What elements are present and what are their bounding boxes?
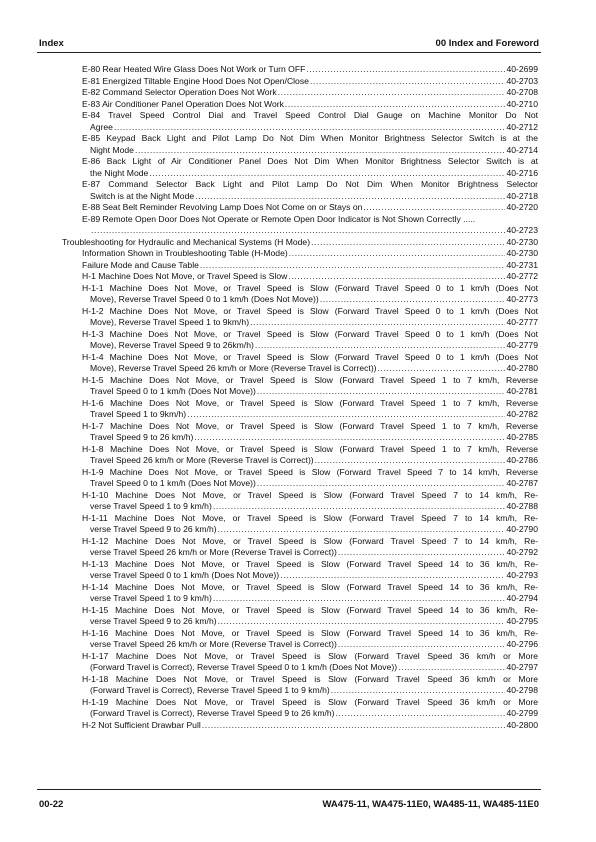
toc-entry-title: H-1 Machine Does Not Move, or Travel Speed is Slow [82,271,288,281]
toc-page-ref: 40-2716 [506,167,538,178]
toc-entry-title-cont: Move), Reverse Travel Speed 9 to 26km/h) [90,340,254,350]
toc-page-ref: 40-2792 [506,547,538,557]
toc-entry[interactable] [82,490,538,513]
dot-leader [218,524,506,536]
toc-entry[interactable] [82,605,538,628]
toc-page-ref: 40-2708 [506,87,538,97]
toc-entry[interactable] [82,156,538,179]
toc-entry[interactable] [82,421,538,444]
toc-entry-title: E-83 Air Conditioner Panel Operation Does Not Work [82,98,284,109]
toc-entry-title: H-1-16 Machine Does Not Move, or Travel Speed is Slow (Forward Travel Speed 14 to 36 km/h, Re- [82,627,538,638]
toc-entry-title-cont: verse Travel Speed 26 km/h or More (Reverse Travel is Correct)) [90,639,337,649]
toc-entry-title-cont: verse Travel Speed 1 to 9 km/h) [90,501,212,511]
toc-entry-title-cont: Travel Speed 0 to 1 km/h (Does Not Move)) [90,386,256,396]
toc-entry[interactable] [82,214,538,237]
dot-leader [149,168,505,180]
toc-page-ref: 40-2787 [506,478,538,488]
toc-entry-title: H-1-5 Machine Does Not Move, or Travel Speed is Slow (Forward Travel Speed 1 to 7 km/h, Reverse [82,374,538,385]
toc-entry-title: H-1-12 Machine Does Not Move, or Travel Speed is Slow (Forward Travel Speed 7 to 14 km/h, Re- [82,535,538,546]
toc-page-ref: 40-2779 [506,340,538,350]
dot-leader [200,260,506,272]
toc-entry-title-cont: Agree [90,121,113,132]
toc-page-ref: 40-2714 [506,144,538,155]
dot-leader [336,708,506,720]
toc-entry-title-cont: Travel Speed 0 to 1 km/h (Does Not Move)) [90,478,256,488]
toc-entry-title-cont: (Forward Travel is Correct), Reverse Travel Speed 0 to 1 km/h (Does Not Move)) [90,662,398,672]
dot-leader [311,237,505,249]
dot-leader [280,570,505,582]
model-list: WA475-11, WA475-11E0, WA485-11, WA485-11E0 [322,799,539,810]
dot-leader [187,409,505,421]
toc-entry[interactable] [82,467,538,490]
toc-entry[interactable] [82,352,538,375]
toc-page-ref: 40-2723 [506,225,538,235]
toc-entry-title-cont: verse Travel Speed 0 to 1 km/h (Does Not Move)) [90,570,280,580]
footer-rule [37,789,541,790]
toc-entry[interactable] [82,306,538,329]
toc-entry-title: E-89 Remote Open Door Does Not Operate or Remote Open Door Indicator is Not Shown Correctly ..... [82,213,476,224]
dot-leader [213,501,506,513]
toc-entry-title-cont: verse Travel Speed 9 to 26 km/h) [90,616,217,626]
toc-entry[interactable] [82,248,538,260]
toc-page-ref: 40-2797 [506,662,538,672]
toc-page-ref: 40-2788 [506,501,538,511]
dot-leader [378,363,506,375]
toc-entry[interactable] [82,651,538,674]
toc-page-ref: 40-2731 [506,259,538,270]
toc-page-ref: 40-2793 [506,570,538,580]
dot-leader [114,122,506,134]
toc-entry-title: Information Shown in Troubleshooting Table (H-Mode) [82,248,288,258]
toc-entry-title-cont: (Forward Travel is Correct), Reverse Travel Speed 9 to 26 km/h) [90,708,335,718]
toc-entry[interactable] [82,697,538,720]
dot-leader [213,593,506,605]
dot-leader [306,64,505,76]
toc-entry-title-cont: (Forward Travel is Correct), Reverse Travel Speed 1 to 9 km/h) [90,685,330,695]
toc-page-ref: 40-2730 [506,236,538,247]
toc-entry-title: H-1-18 Machine Does Not Move, or Travel Speed is Slow (Forward Travel Speed 36 km/h or More [82,673,538,684]
toc-entry-title-cont: verse Travel Speed 26 km/h or More (Reverse Travel is Correct)) [90,547,337,557]
toc-page-ref: 40-2772 [506,271,538,281]
toc-entry[interactable] [82,271,538,283]
page-header-left: Index [39,38,64,49]
toc-entry-title-cont: Move), Reverse Travel Speed 1 to 9km/h) [90,317,250,327]
toc-entry-title: E-88 Seat Belt Reminder Revolving Lamp Does Not Come on or Stays on [82,202,363,212]
toc-page-ref: 40-2790 [506,524,538,534]
toc-entry-title: E-85 Keypad Back Light and Pilot Lamp Do Not Dim When Monitor Brightness Selector Switch is at the [82,133,538,143]
toc-page-ref: 40-2773 [506,294,538,304]
header-rule [37,52,541,53]
toc-entry-title: H-2 Not Sufficient Drawbar Pull [82,719,201,730]
toc-page-ref: 40-2799 [506,708,538,718]
toc-page-ref: 40-2703 [506,75,538,86]
toc-entry-title-cont: Travel Speed 26 km/h or More (Reverse Travel is Correct)) [90,455,314,465]
toc-entry[interactable] [82,720,538,732]
toc-entry[interactable] [62,237,538,249]
toc-entry-title: H-1-8 Machine Does Not Move, or Travel Speed is Slow (Forward Travel Speed 1 to 7 km/h, Reverse [82,443,538,454]
dot-leader [289,248,506,260]
toc-entry-title: H-1-2 Machine Does Not Move, or Travel Speed is Slow (Forward Travel Speed 0 to 1 km/h (Does Not [82,305,538,316]
toc-entry-title: H-1-4 Machine Does Not Move, or Travel Speed is Slow (Forward Travel Speed 0 to 1 km/h (Does Not [82,351,538,362]
toc-page-ref: 40-2786 [506,455,538,465]
toc-entry-title: E-82 Command Selector Operation Does Not Work [82,87,277,97]
toc-page-ref: 40-2794 [506,593,538,603]
toc-entry[interactable] [82,329,538,352]
toc-list [62,64,538,731]
toc-entry-title: H-1-3 Machine Does Not Move, or Travel Speed is Slow (Forward Travel Speed 0 to 1 km/h (Does Not [82,328,538,339]
toc-entry[interactable] [82,202,538,214]
toc-entry-title: H-1-14 Machine Does Not Move, or Travel Speed is Slow (Forward Travel Speed 14 to 36 km/h, Re- [82,581,538,592]
toc-entry-title-cont: Switch is at the Night Mode [90,190,195,201]
toc-entry[interactable] [82,628,538,651]
toc-entry[interactable] [82,76,538,88]
toc-page-ref: 40-2780 [506,363,538,373]
toc-entry-title-cont: Move), Reverse Travel Speed 26 km/h or More (Reverse Travel is Correct)) [90,363,377,373]
dot-leader [338,639,506,651]
toc-entry[interactable] [82,99,538,111]
dot-leader [202,720,506,732]
toc-entry-title: H-1-11 Machine Does Not Move, or Travel Speed is Slow (Forward Travel Speed 7 to 14 km/h, Re- [82,512,538,523]
dot-leader [288,271,505,283]
toc-page-ref: 40-2785 [506,432,538,442]
toc-entry-title: H-1-1 Machine Does Not Move, or Travel Speed is Slow (Forward Travel Speed 0 to 1 km/h (Does Not [82,282,538,293]
dot-leader [257,478,506,490]
dot-leader [194,432,505,444]
dot-leader [398,662,505,674]
toc-entry-title: H-1-17 Machine Does Not Move, or Travel Speed is Slow (Forward Travel Speed 36 km/h or More [82,650,538,661]
toc-entry-title-cont: verse Travel Speed 1 to 9 km/h) [90,593,212,603]
dot-leader [315,455,506,467]
toc-entry[interactable] [82,559,538,582]
toc-page-ref: 40-2782 [506,409,538,419]
toc-entry-title: H-1-19 Machine Does Not Move, or Travel Speed is Slow (Forward Travel Speed 36 km/h or More [82,696,538,707]
page-header-right: 00 Index and Foreword [435,38,539,49]
toc-entry-title-cont: Travel Speed 1 to 9km/h) [90,409,187,419]
toc-entry-title-cont: the Night Mode [90,167,149,178]
toc-page-ref: 40-2796 [506,639,538,649]
toc-entry[interactable] [82,260,538,272]
dot-leader [250,317,505,329]
toc-page-ref: 40-2800 [506,719,538,730]
toc-page-ref: 40-2699 [506,64,538,74]
toc-entry[interactable] [82,674,538,697]
toc-entry-title: E-84 Travel Speed Control Dial and Travel Speed Control Dial Gauge on Machine Monitor Do Not [82,110,538,120]
toc-entry[interactable] [82,87,538,99]
toc-entry-title: E-81 Energized Tiltable Engine Hood Does Not Open/Close [82,75,309,86]
dot-leader [310,76,506,88]
toc-entry[interactable] [82,536,538,559]
dot-leader [320,294,506,306]
toc-entry[interactable] [82,110,538,133]
toc-entry-title: H-1-13 Machine Does Not Move, or Travel Speed is Slow (Forward Travel Speed 14 to 36 km/h, Re- [82,558,538,569]
toc-entry-title: H-1-6 Machine Does Not Move, or Travel Speed is Slow (Forward Travel Speed 1 to 7 km/h, Reverse [82,397,538,408]
toc-entry-title: E-80 Rear Heated Wire Glass Does Not Work or Turn OFF [82,64,306,74]
dot-leader [331,685,506,697]
dot-leader [218,616,506,628]
toc-page-ref: 40-2730 [506,248,538,258]
toc-page-ref: 40-2720 [506,202,538,212]
toc-entry-title-cont: verse Travel Speed 9 to 26 km/h) [90,524,217,534]
toc-entry[interactable] [82,444,538,467]
toc-entry-title-cont: Move), Reverse Travel Speed 0 to 1 km/h (Does Not Move)) [90,294,319,304]
toc-page-ref: 40-2710 [506,98,538,109]
toc-page-ref: 40-2781 [506,386,538,396]
toc-entry-title: H-1-7 Machine Does Not Move, or Travel Speed is Slow (Forward Travel Speed 1 to 7 km/h, Reverse [82,420,538,431]
toc-entry[interactable] [82,513,538,536]
toc-entry-title-cont: Night Mode [90,144,134,155]
dot-leader [257,386,506,398]
dot-leader [338,547,506,559]
toc-page-ref: 40-2795 [506,616,538,626]
toc-entry-title: E-87 Command Selector Back Light and Pilot Lamp Do Not Dim When Monitor Brightness Selector [82,179,538,189]
toc-entry[interactable] [82,398,538,421]
dot-leader [135,145,506,157]
toc-entry-title: Troubleshooting for Hydraulic and Mechanical Systems (H Mode) [62,236,311,247]
toc-entry-title-cont: Travel Speed 9 to 26 km/h) [90,432,194,442]
toc-entry-title: Failure Mode and Cause Table [82,259,199,270]
toc-entry[interactable] [82,582,538,605]
toc-entry-title: H-1-9 Machine Does Not Move, or Travel Speed is Slow (Forward Travel Speed 7 to 14 km/h, Reverse [82,466,538,477]
dot-leader [91,225,505,237]
toc-page-ref: 40-2777 [506,317,538,327]
toc-entry-title: H-1-15 Machine Does Not Move, or Travel Speed is Slow (Forward Travel Speed 14 to 36 km/h, Re- [82,604,538,615]
page-number: 00-22 [39,799,64,810]
dot-leader [278,87,506,99]
toc-page-ref: 40-2712 [506,121,538,132]
toc-entry-title: H-1-10 Machine Does Not Move, or Travel Speed is Slow (Forward Travel Speed 7 to 14 km/h, Re- [82,489,538,500]
toc-entry-title: E-86 Back Light of Air Conditioner Panel Does Not Dim When Monitor Brightness Selector Switch is at [82,156,538,166]
dot-leader [195,191,505,203]
toc-entry[interactable] [82,133,538,156]
toc-page-ref: 40-2798 [506,685,538,695]
dot-leader [285,99,506,111]
toc-page-ref: 40-2718 [506,190,538,201]
toc-entry[interactable] [82,375,538,398]
toc-entry[interactable] [82,283,538,306]
toc-entry[interactable] [82,179,538,202]
dot-leader [255,340,506,352]
toc-entry[interactable] [82,64,538,76]
dot-leader [363,202,505,214]
